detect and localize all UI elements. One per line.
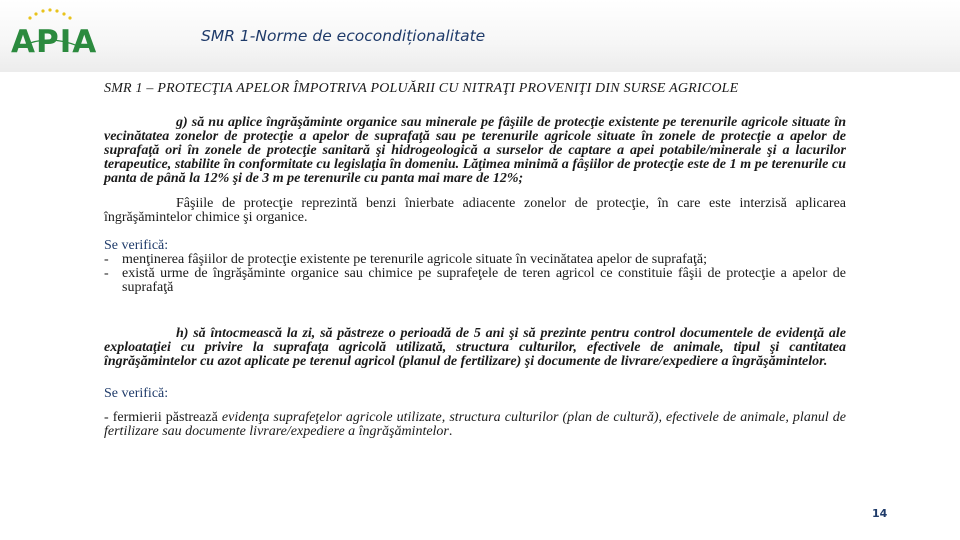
check-2-suffix: . [448,424,453,439]
page-number: 14 [872,507,888,520]
check-2-prefix: - fermierii păstrează [104,410,222,425]
logo-text: APIA [11,24,98,60]
requirement-g: g) să nu aplice îngrăşăminte organice sau minerale pe fâşiile de protecţie existente pe terenurile agricole situate în vecinătatea zonelor de protecţie a apelor de suprafaţă sau pe terenurile agricole situate în zonele de protecţie a apelor de suprafaţă ori în zonele de protecţie sanitară şi hidrogeologică a surselor de captare a apei potabile/minerale şi a lacurilor terapeutice, stabilite în conformitate cu legislaţia în domeniu. Lăţimea minimă a fâşiilor de protecţie este de 1 m pe terenurile cu panta de până la 12% şi de 3 m pe terenurile cu panta mai mare de 12%; [104,115,846,186]
check-2 [104,411,846,439]
list-item-text: menţinerea fâşiilor de protecţie existente pe terenurile agricole situate în vecinătatea apelor de suprafaţă; [122,252,707,267]
check-list-1 [104,253,846,295]
page-title: SMR 1-Norme de ecocondiționalitate [201,27,486,45]
list-item: - menţinerea fâşiilor de protecţie existente pe terenurile agricole situate în vecinătatea apelor de suprafaţă; [104,252,707,267]
check-label-2: Se verifică: [104,386,169,401]
document-body [104,82,846,439]
check-label-1: Se verifică: [104,238,169,253]
section-heading: SMR 1 – PROTECŢIA APELOR ÎMPOTRIVA POLUĂRII CU NITRAŢI PROVENIŢI DIN SURSE AGRICOLE [104,81,739,96]
list-item: - există urme de îngrăşăminte organice sau chimice pe suprafeţele de teren agricol ce constituie fâşii de protecţie a apelor de suprafaţă [104,266,846,295]
apia-logo [8,6,98,64]
list-item-text: există urme de îngrăşăminte organice sau chimice pe suprafeţele de teren agricol ce constituie fâşii de protecţie a apelor de suprafaţă [122,266,846,295]
requirement-h: h) să întocmească la zi, să păstreze o perioadă de 5 ani şi să prezinte pentru control documentele de evidenţă ale exploataţiei cu privire la suprafaţa agricolă utilizată, structura culturilor, efectivele de animale, tipul şi cantitatea îngrăşămintelor cu azot aplicate pe terenul agricol (planul de fertilizare) şi documente de livrare/expediere a îngrăşămintelor. [104,326,846,369]
check-2-emphasis: evidenţa suprafeţelor agricole utilizate, structura culturilor (plan de cultură), efectivele de animale, planul de fertilizare sau documente livrare/expediere a îngrăşămintelor [104,410,846,439]
note-g: Fâşiile de protecţie reprezintă benzi înierbate adiacente zonelor de protecţie, în care este interzisă aplicarea îngrăşămintelor chimice şi organice. [104,196,846,225]
